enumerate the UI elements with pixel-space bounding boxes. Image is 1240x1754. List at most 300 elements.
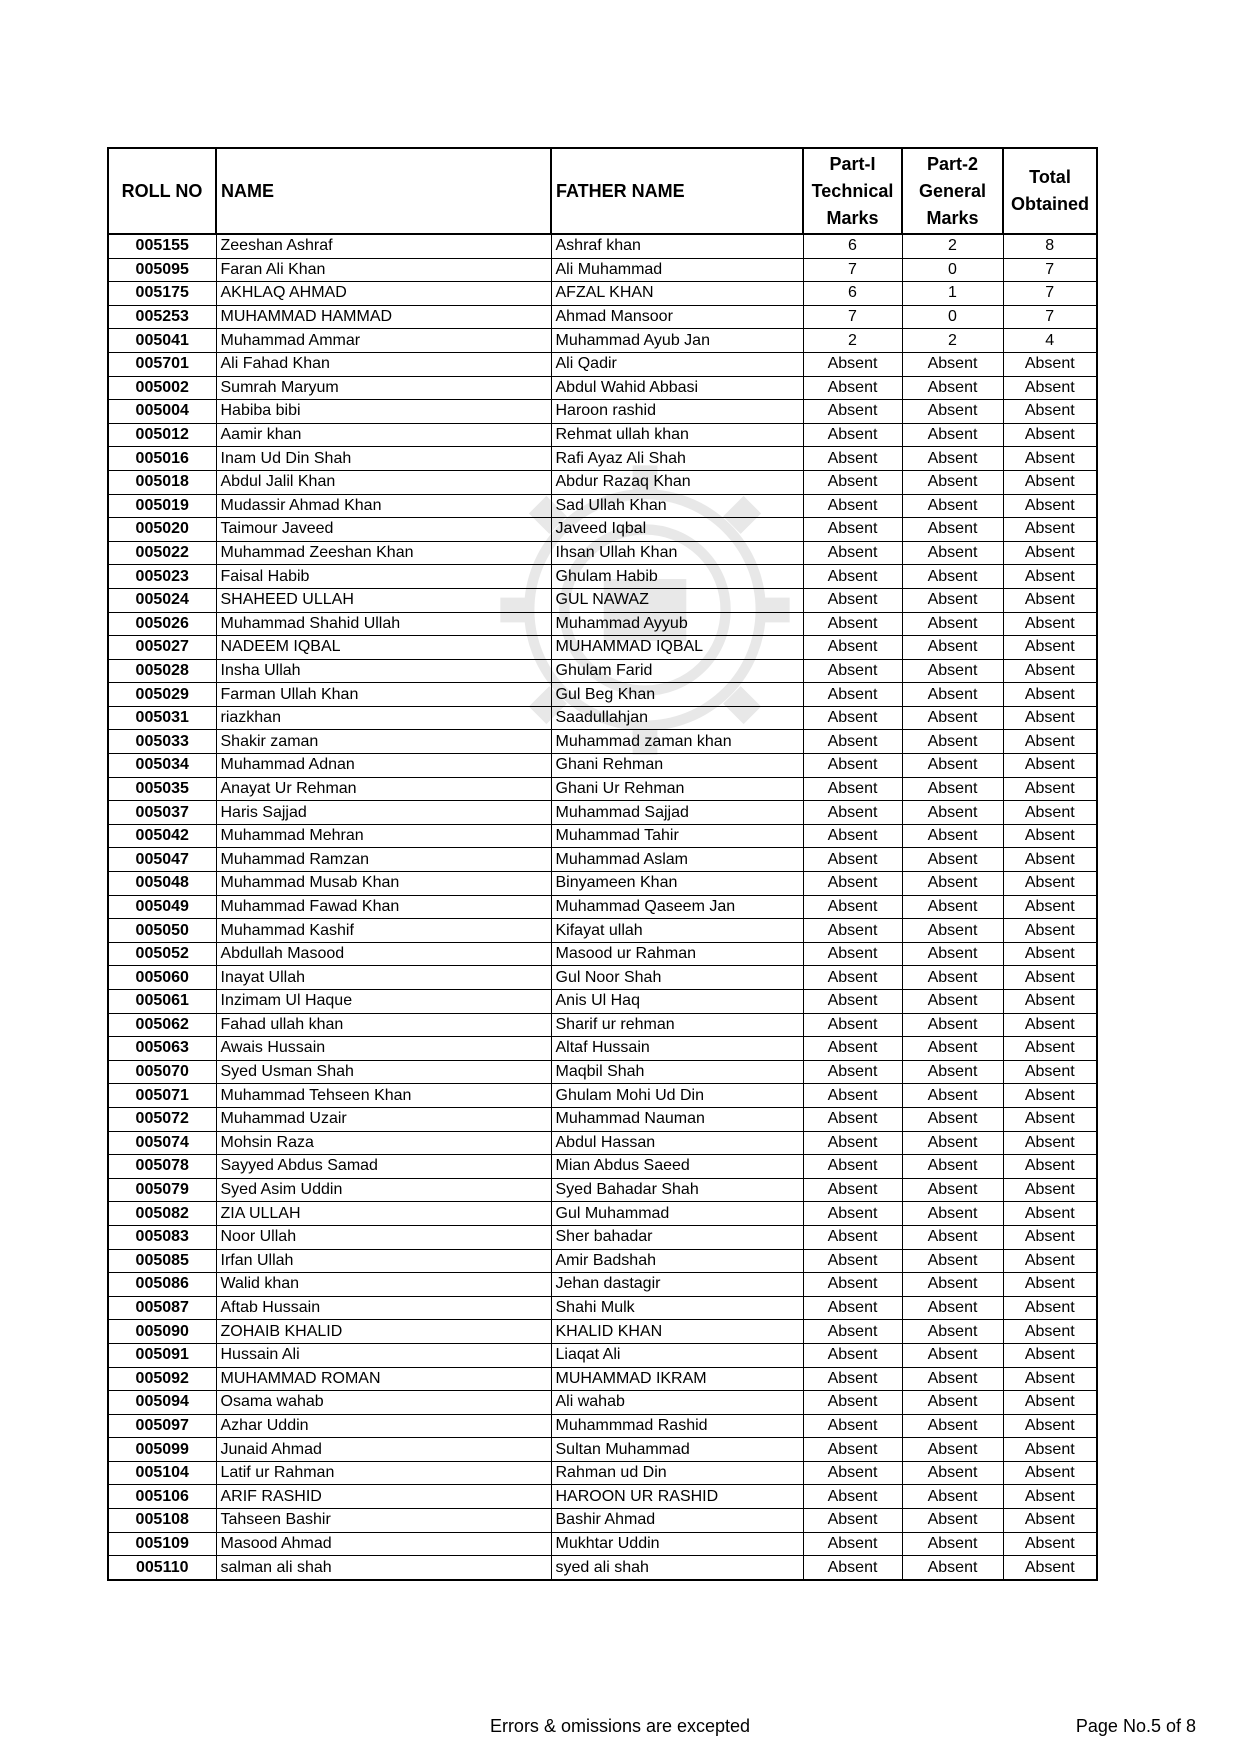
total-obtained-cell: Absent bbox=[1003, 1178, 1097, 1202]
roll-no-cell: 005049 bbox=[108, 895, 216, 919]
table-row bbox=[108, 1438, 1097, 1462]
father-name-cell: Abdul Wahid Abbasi bbox=[551, 376, 803, 400]
part1-marks-cell: Absent bbox=[803, 1131, 902, 1155]
part1-marks-cell: Absent bbox=[803, 966, 902, 990]
table-row bbox=[108, 777, 1097, 801]
part2-marks-cell: Absent bbox=[902, 376, 1003, 400]
total-obtained-cell: Absent bbox=[1003, 636, 1097, 660]
table-row bbox=[108, 848, 1097, 872]
roll-no-cell: 005109 bbox=[108, 1532, 216, 1556]
name-cell: AKHLAQ AHMAD bbox=[216, 282, 551, 306]
roll-no-cell: 005155 bbox=[108, 234, 216, 258]
part1-marks-cell: Absent bbox=[803, 565, 902, 589]
roll-no-cell: 005060 bbox=[108, 966, 216, 990]
name-cell: salman ali shah bbox=[216, 1556, 551, 1580]
total-obtained-cell: Absent bbox=[1003, 1084, 1097, 1108]
name-cell: Aamir khan bbox=[216, 423, 551, 447]
table-row bbox=[108, 966, 1097, 990]
total-obtained-cell: Absent bbox=[1003, 612, 1097, 636]
father-name-cell: Maqbil Shah bbox=[551, 1060, 803, 1084]
page-number: Page No.5 of 8 bbox=[1075, 1716, 1196, 1736]
roll-no-cell: 005106 bbox=[108, 1485, 216, 1509]
table-row bbox=[108, 423, 1097, 447]
table-row bbox=[108, 942, 1097, 966]
father-name-cell: Shahi Mulk bbox=[551, 1296, 803, 1320]
roll-no-cell: 005097 bbox=[108, 1414, 216, 1438]
roll-no-cell: 005104 bbox=[108, 1461, 216, 1485]
table-row bbox=[108, 1367, 1097, 1391]
father-name-cell: Rafi Ayaz Ali Shah bbox=[551, 447, 803, 471]
total-obtained-cell: Absent bbox=[1003, 801, 1097, 825]
part2-marks-cell: Absent bbox=[902, 1107, 1003, 1131]
roll-no-cell: 005091 bbox=[108, 1343, 216, 1367]
total-obtained-cell: Absent bbox=[1003, 1225, 1097, 1249]
part2-marks-cell: Absent bbox=[902, 777, 1003, 801]
part2-marks-cell: Absent bbox=[902, 1532, 1003, 1556]
header-total-line2: Obtained bbox=[1010, 194, 1089, 214]
part2-marks-cell: Absent bbox=[902, 1414, 1003, 1438]
part1-marks-cell: Absent bbox=[803, 541, 902, 565]
total-obtained-cell: Absent bbox=[1003, 1155, 1097, 1179]
father-name-cell: Ghani Ur Rehman bbox=[551, 777, 803, 801]
table-row bbox=[108, 305, 1097, 329]
father-name-cell: Saadullahjan bbox=[551, 706, 803, 730]
roll-no-cell: 005108 bbox=[108, 1509, 216, 1533]
table-row bbox=[108, 352, 1097, 376]
part1-marks-cell: Absent bbox=[803, 659, 902, 683]
table-row bbox=[108, 1013, 1097, 1037]
part2-marks-cell: Absent bbox=[902, 423, 1003, 447]
part2-marks-cell: Absent bbox=[902, 565, 1003, 589]
header-total-line1: Total bbox=[1029, 167, 1071, 187]
father-name-cell: Muhammmad Rashid bbox=[551, 1414, 803, 1438]
name-cell: Muhammad Adnan bbox=[216, 754, 551, 778]
table-row bbox=[108, 1343, 1097, 1367]
roll-no-cell: 005701 bbox=[108, 352, 216, 376]
roll-no-cell: 005035 bbox=[108, 777, 216, 801]
part2-marks-cell: Absent bbox=[902, 1438, 1003, 1462]
part2-marks-cell: Absent bbox=[902, 848, 1003, 872]
part2-marks-cell: 0 bbox=[902, 258, 1003, 282]
roll-no-cell: 005002 bbox=[108, 376, 216, 400]
table-row bbox=[108, 1532, 1097, 1556]
part2-marks-cell: Absent bbox=[902, 990, 1003, 1014]
total-obtained-cell: Absent bbox=[1003, 470, 1097, 494]
part1-marks-cell: Absent bbox=[803, 1556, 902, 1580]
name-cell: Muhammad Tehseen Khan bbox=[216, 1084, 551, 1108]
table-row bbox=[108, 1391, 1097, 1415]
part2-marks-cell: Absent bbox=[902, 1249, 1003, 1273]
name-cell: MUHAMMAD HAMMAD bbox=[216, 305, 551, 329]
part1-marks-cell: Absent bbox=[803, 990, 902, 1014]
name-cell: Muhammad Fawad Khan bbox=[216, 895, 551, 919]
part1-marks-cell: Absent bbox=[803, 352, 902, 376]
part1-marks-cell: Absent bbox=[803, 1438, 902, 1462]
total-obtained-cell: Absent bbox=[1003, 848, 1097, 872]
part1-marks-cell: Absent bbox=[803, 1273, 902, 1297]
table-row bbox=[108, 1296, 1097, 1320]
part2-marks-cell: Absent bbox=[902, 1225, 1003, 1249]
total-obtained-cell: 8 bbox=[1003, 234, 1097, 258]
part2-marks-cell: Absent bbox=[902, 1461, 1003, 1485]
table-row bbox=[108, 1273, 1097, 1297]
roll-no-cell: 005041 bbox=[108, 329, 216, 353]
father-name-cell: Muhammad zaman khan bbox=[551, 730, 803, 754]
table-row bbox=[108, 706, 1097, 730]
table-row bbox=[108, 1178, 1097, 1202]
part2-marks-cell: Absent bbox=[902, 919, 1003, 943]
father-name-cell: MUHAMMAD IQBAL bbox=[551, 636, 803, 660]
part1-marks-cell: Absent bbox=[803, 1178, 902, 1202]
table-row bbox=[108, 1414, 1097, 1438]
name-cell: Mudassir Ahmad Khan bbox=[216, 494, 551, 518]
father-name-cell: Muhammad Ayyub bbox=[551, 612, 803, 636]
roll-no-cell: 005016 bbox=[108, 447, 216, 471]
name-cell: NADEEM IQBAL bbox=[216, 636, 551, 660]
father-name-cell: Sher bahadar bbox=[551, 1225, 803, 1249]
total-obtained-cell: Absent bbox=[1003, 352, 1097, 376]
part2-marks-cell: Absent bbox=[902, 801, 1003, 825]
header-roll-no: ROLL NO bbox=[108, 148, 216, 234]
name-cell: Abdullah Masood bbox=[216, 942, 551, 966]
father-name-cell: Ali wahab bbox=[551, 1391, 803, 1415]
father-name-cell: Rehmat ullah khan bbox=[551, 423, 803, 447]
father-name-cell: Sad Ullah Khan bbox=[551, 494, 803, 518]
father-name-cell: Ghani Rehman bbox=[551, 754, 803, 778]
total-obtained-cell: Absent bbox=[1003, 1296, 1097, 1320]
part1-marks-cell: 7 bbox=[803, 305, 902, 329]
roll-no-cell: 005027 bbox=[108, 636, 216, 660]
roll-no-cell: 005086 bbox=[108, 1273, 216, 1297]
header-total-obtained bbox=[1003, 148, 1097, 234]
total-obtained-cell: Absent bbox=[1003, 541, 1097, 565]
name-cell: Mohsin Raza bbox=[216, 1131, 551, 1155]
total-obtained-cell: Absent bbox=[1003, 565, 1097, 589]
total-obtained-cell: Absent bbox=[1003, 1367, 1097, 1391]
name-cell: Farman Ullah Khan bbox=[216, 683, 551, 707]
father-name-cell: Ghulam Mohi Ud Din bbox=[551, 1084, 803, 1108]
part2-marks-cell: Absent bbox=[902, 518, 1003, 542]
header-part1-line1: Part-I bbox=[829, 153, 876, 174]
part2-marks-cell: Absent bbox=[902, 1485, 1003, 1509]
table-row bbox=[108, 1320, 1097, 1344]
roll-no-cell: 005029 bbox=[108, 683, 216, 707]
total-obtained-cell: 7 bbox=[1003, 305, 1097, 329]
part2-marks-cell: Absent bbox=[902, 1084, 1003, 1108]
roll-no-cell: 005253 bbox=[108, 305, 216, 329]
roll-no-cell: 005018 bbox=[108, 470, 216, 494]
part1-marks-cell: Absent bbox=[803, 376, 902, 400]
table-row bbox=[108, 329, 1097, 353]
name-cell: Muhammad Ramzan bbox=[216, 848, 551, 872]
table-row bbox=[108, 683, 1097, 707]
roll-no-cell: 005083 bbox=[108, 1225, 216, 1249]
total-obtained-cell: Absent bbox=[1003, 990, 1097, 1014]
name-cell: Muhammad Uzair bbox=[216, 1107, 551, 1131]
father-name-cell: MUHAMMAD IKRAM bbox=[551, 1367, 803, 1391]
total-obtained-cell: Absent bbox=[1003, 447, 1097, 471]
part1-marks-cell: Absent bbox=[803, 1084, 902, 1108]
part2-marks-cell: Absent bbox=[902, 659, 1003, 683]
part2-marks-cell: Absent bbox=[902, 683, 1003, 707]
part2-marks-cell: Absent bbox=[902, 1367, 1003, 1391]
table-row bbox=[108, 258, 1097, 282]
total-obtained-cell: Absent bbox=[1003, 824, 1097, 848]
part1-marks-cell: 7 bbox=[803, 258, 902, 282]
roll-no-cell: 005019 bbox=[108, 494, 216, 518]
part1-marks-cell: 2 bbox=[803, 329, 902, 353]
total-obtained-cell: Absent bbox=[1003, 376, 1097, 400]
father-name-cell: Gul Beg Khan bbox=[551, 683, 803, 707]
part1-marks-cell: Absent bbox=[803, 1320, 902, 1344]
name-cell: ZIA ULLAH bbox=[216, 1202, 551, 1226]
part2-marks-cell: Absent bbox=[902, 352, 1003, 376]
name-cell: Anayat Ur Rehman bbox=[216, 777, 551, 801]
header-part1-line3: Marks bbox=[826, 207, 879, 228]
roll-no-cell: 005078 bbox=[108, 1155, 216, 1179]
part1-marks-cell: Absent bbox=[803, 1202, 902, 1226]
total-obtained-cell: Absent bbox=[1003, 754, 1097, 778]
part1-marks-cell: Absent bbox=[803, 423, 902, 447]
roll-no-cell: 005070 bbox=[108, 1060, 216, 1084]
father-name-cell: Haroon rashid bbox=[551, 400, 803, 424]
name-cell: Latif ur Rahman bbox=[216, 1461, 551, 1485]
father-name-cell: Kifayat ullah bbox=[551, 919, 803, 943]
part2-marks-cell: Absent bbox=[902, 1343, 1003, 1367]
part1-marks-cell: 6 bbox=[803, 234, 902, 258]
header-father-name: FATHER NAME bbox=[551, 148, 803, 234]
father-name-cell: KHALID KHAN bbox=[551, 1320, 803, 1344]
total-obtained-cell: Absent bbox=[1003, 1320, 1097, 1344]
total-obtained-cell: 7 bbox=[1003, 282, 1097, 306]
table-row bbox=[108, 1461, 1097, 1485]
part1-marks-cell: Absent bbox=[803, 1037, 902, 1061]
name-cell: Muhammad Ammar bbox=[216, 329, 551, 353]
part1-marks-cell: Absent bbox=[803, 470, 902, 494]
total-obtained-cell: Absent bbox=[1003, 1060, 1097, 1084]
father-name-cell: Rahman ud Din bbox=[551, 1461, 803, 1485]
name-cell: Irfan Ullah bbox=[216, 1249, 551, 1273]
name-cell: Osama wahab bbox=[216, 1391, 551, 1415]
roll-no-cell: 005026 bbox=[108, 612, 216, 636]
table-row bbox=[108, 1225, 1097, 1249]
part2-marks-cell: 2 bbox=[902, 329, 1003, 353]
part2-marks-cell: Absent bbox=[902, 754, 1003, 778]
name-cell: Taimour Javeed bbox=[216, 518, 551, 542]
roll-no-cell: 005079 bbox=[108, 1178, 216, 1202]
total-obtained-cell: Absent bbox=[1003, 1202, 1097, 1226]
table-row bbox=[108, 1249, 1097, 1273]
table-row bbox=[108, 447, 1097, 471]
father-name-cell: Ali Qadir bbox=[551, 352, 803, 376]
part2-marks-cell: Absent bbox=[902, 494, 1003, 518]
table-row bbox=[108, 1509, 1097, 1533]
part2-marks-cell: Absent bbox=[902, 400, 1003, 424]
header-part2-general-marks bbox=[902, 148, 1003, 234]
roll-no-cell: 005033 bbox=[108, 730, 216, 754]
name-cell: Inayat Ullah bbox=[216, 966, 551, 990]
roll-no-cell: 005052 bbox=[108, 942, 216, 966]
part2-marks-cell: Absent bbox=[902, 1391, 1003, 1415]
father-name-cell: Ghulam Farid bbox=[551, 659, 803, 683]
name-cell: Ali Fahad Khan bbox=[216, 352, 551, 376]
roll-no-cell: 005082 bbox=[108, 1202, 216, 1226]
part1-marks-cell: Absent bbox=[803, 754, 902, 778]
part1-marks-cell: Absent bbox=[803, 494, 902, 518]
table-row bbox=[108, 588, 1097, 612]
roll-no-cell: 005012 bbox=[108, 423, 216, 447]
part2-marks-cell: Absent bbox=[902, 1296, 1003, 1320]
name-cell: MUHAMMAD ROMAN bbox=[216, 1367, 551, 1391]
total-obtained-cell: Absent bbox=[1003, 730, 1097, 754]
header-row bbox=[108, 148, 1097, 234]
part1-marks-cell: 6 bbox=[803, 282, 902, 306]
father-name-cell: Abdul Hassan bbox=[551, 1131, 803, 1155]
total-obtained-cell: Absent bbox=[1003, 423, 1097, 447]
part2-marks-cell: Absent bbox=[902, 1131, 1003, 1155]
father-name-cell: GUL NAWAZ bbox=[551, 588, 803, 612]
table-row bbox=[108, 754, 1097, 778]
table-row bbox=[108, 1485, 1097, 1509]
name-cell: Inzimam Ul Haque bbox=[216, 990, 551, 1014]
total-obtained-cell: Absent bbox=[1003, 1013, 1097, 1037]
part1-marks-cell: Absent bbox=[803, 1367, 902, 1391]
father-name-cell: Ahmad Mansoor bbox=[551, 305, 803, 329]
total-obtained-cell: Absent bbox=[1003, 895, 1097, 919]
name-cell: Sumrah Maryum bbox=[216, 376, 551, 400]
total-obtained-cell: 7 bbox=[1003, 258, 1097, 282]
part2-marks-cell: Absent bbox=[902, 588, 1003, 612]
table-row bbox=[108, 872, 1097, 896]
roll-no-cell: 005085 bbox=[108, 1249, 216, 1273]
total-obtained-cell: Absent bbox=[1003, 1131, 1097, 1155]
name-cell: Insha Ullah bbox=[216, 659, 551, 683]
father-name-cell: Ihsan Ullah Khan bbox=[551, 541, 803, 565]
table-row bbox=[108, 376, 1097, 400]
name-cell: Muhammad Shahid Ullah bbox=[216, 612, 551, 636]
part1-marks-cell: Absent bbox=[803, 919, 902, 943]
header-part2-line2: General bbox=[918, 180, 987, 201]
father-name-cell: Abdur Razaq Khan bbox=[551, 470, 803, 494]
name-cell: Abdul Jalil Khan bbox=[216, 470, 551, 494]
father-name-cell: Muhammad Sajjad bbox=[551, 801, 803, 825]
part2-marks-cell: Absent bbox=[902, 966, 1003, 990]
father-name-cell: Binyameen Khan bbox=[551, 872, 803, 896]
part1-marks-cell: Absent bbox=[803, 683, 902, 707]
part1-marks-cell: Absent bbox=[803, 1343, 902, 1367]
part2-marks-cell: Absent bbox=[902, 706, 1003, 730]
table-row bbox=[108, 730, 1097, 754]
part1-marks-cell: Absent bbox=[803, 942, 902, 966]
total-obtained-cell: Absent bbox=[1003, 1509, 1097, 1533]
part1-marks-cell: Absent bbox=[803, 1532, 902, 1556]
father-name-cell: Gul Muhammad bbox=[551, 1202, 803, 1226]
part2-marks-cell: Absent bbox=[902, 1037, 1003, 1061]
name-cell: SHAHEED ULLAH bbox=[216, 588, 551, 612]
part2-marks-cell: Absent bbox=[902, 942, 1003, 966]
table-row bbox=[108, 1037, 1097, 1061]
father-name-cell: Liaqat Ali bbox=[551, 1343, 803, 1367]
roll-no-cell: 005028 bbox=[108, 659, 216, 683]
part1-marks-cell: Absent bbox=[803, 1249, 902, 1273]
roll-no-cell: 005095 bbox=[108, 258, 216, 282]
father-name-cell: Muhammad Nauman bbox=[551, 1107, 803, 1131]
name-cell: Noor Ullah bbox=[216, 1225, 551, 1249]
total-obtained-cell: Absent bbox=[1003, 1461, 1097, 1485]
part2-marks-cell: 1 bbox=[902, 282, 1003, 306]
father-name-cell: syed ali shah bbox=[551, 1556, 803, 1580]
part2-marks-cell: Absent bbox=[902, 1060, 1003, 1084]
roll-no-cell: 005072 bbox=[108, 1107, 216, 1131]
part1-marks-cell: Absent bbox=[803, 518, 902, 542]
father-name-cell: HAROON UR RASHID bbox=[551, 1485, 803, 1509]
part2-marks-cell: 2 bbox=[902, 234, 1003, 258]
name-cell: riazkhan bbox=[216, 706, 551, 730]
part2-marks-cell: Absent bbox=[902, 1155, 1003, 1179]
part1-marks-cell: Absent bbox=[803, 706, 902, 730]
roll-no-cell: 005024 bbox=[108, 588, 216, 612]
header-part1-technical-marks bbox=[803, 148, 902, 234]
part1-marks-cell: Absent bbox=[803, 400, 902, 424]
table-row bbox=[108, 990, 1097, 1014]
roll-no-cell: 005042 bbox=[108, 824, 216, 848]
table-row bbox=[108, 1131, 1097, 1155]
father-name-cell: Ghulam Habib bbox=[551, 565, 803, 589]
roll-no-cell: 005110 bbox=[108, 1556, 216, 1580]
total-obtained-cell: Absent bbox=[1003, 659, 1097, 683]
part2-marks-cell: Absent bbox=[902, 1178, 1003, 1202]
roll-no-cell: 005048 bbox=[108, 872, 216, 896]
roll-no-cell: 005074 bbox=[108, 1131, 216, 1155]
father-name-cell: AFZAL KHAN bbox=[551, 282, 803, 306]
part2-marks-cell: Absent bbox=[902, 1320, 1003, 1344]
total-obtained-cell: Absent bbox=[1003, 1485, 1097, 1509]
name-cell: Awais Hussain bbox=[216, 1037, 551, 1061]
father-name-cell: Anis Ul Haq bbox=[551, 990, 803, 1014]
name-cell: Tahseen Bashir bbox=[216, 1509, 551, 1533]
table-row bbox=[108, 400, 1097, 424]
name-cell: Hussain Ali bbox=[216, 1343, 551, 1367]
part1-marks-cell: Absent bbox=[803, 1225, 902, 1249]
table-row bbox=[108, 1202, 1097, 1226]
total-obtained-cell: Absent bbox=[1003, 1414, 1097, 1438]
father-name-cell: Masood ur Rahman bbox=[551, 942, 803, 966]
name-cell: ARIF RASHID bbox=[216, 1485, 551, 1509]
name-cell: Muhammad Musab Khan bbox=[216, 872, 551, 896]
roll-no-cell: 005090 bbox=[108, 1320, 216, 1344]
father-name-cell: Muhammad Tahir bbox=[551, 824, 803, 848]
header-part2-line3: Marks bbox=[926, 207, 979, 228]
total-obtained-cell: Absent bbox=[1003, 1107, 1097, 1131]
table-row bbox=[108, 1084, 1097, 1108]
roll-no-cell: 005020 bbox=[108, 518, 216, 542]
total-obtained-cell: Absent bbox=[1003, 1343, 1097, 1367]
roll-no-cell: 005022 bbox=[108, 541, 216, 565]
roll-no-cell: 005092 bbox=[108, 1367, 216, 1391]
part1-marks-cell: Absent bbox=[803, 1391, 902, 1415]
father-name-cell: Muhammad Qaseem Jan bbox=[551, 895, 803, 919]
table-row bbox=[108, 494, 1097, 518]
father-name-cell: Gul Noor Shah bbox=[551, 966, 803, 990]
roll-no-cell: 005034 bbox=[108, 754, 216, 778]
header-part2-line1: Part-2 bbox=[926, 153, 979, 174]
name-cell: Haris Sajjad bbox=[216, 801, 551, 825]
part1-marks-cell: Absent bbox=[803, 1060, 902, 1084]
name-cell: Shakir zaman bbox=[216, 730, 551, 754]
part2-marks-cell: Absent bbox=[902, 541, 1003, 565]
part1-marks-cell: Absent bbox=[803, 588, 902, 612]
part1-marks-cell: Absent bbox=[803, 1485, 902, 1509]
